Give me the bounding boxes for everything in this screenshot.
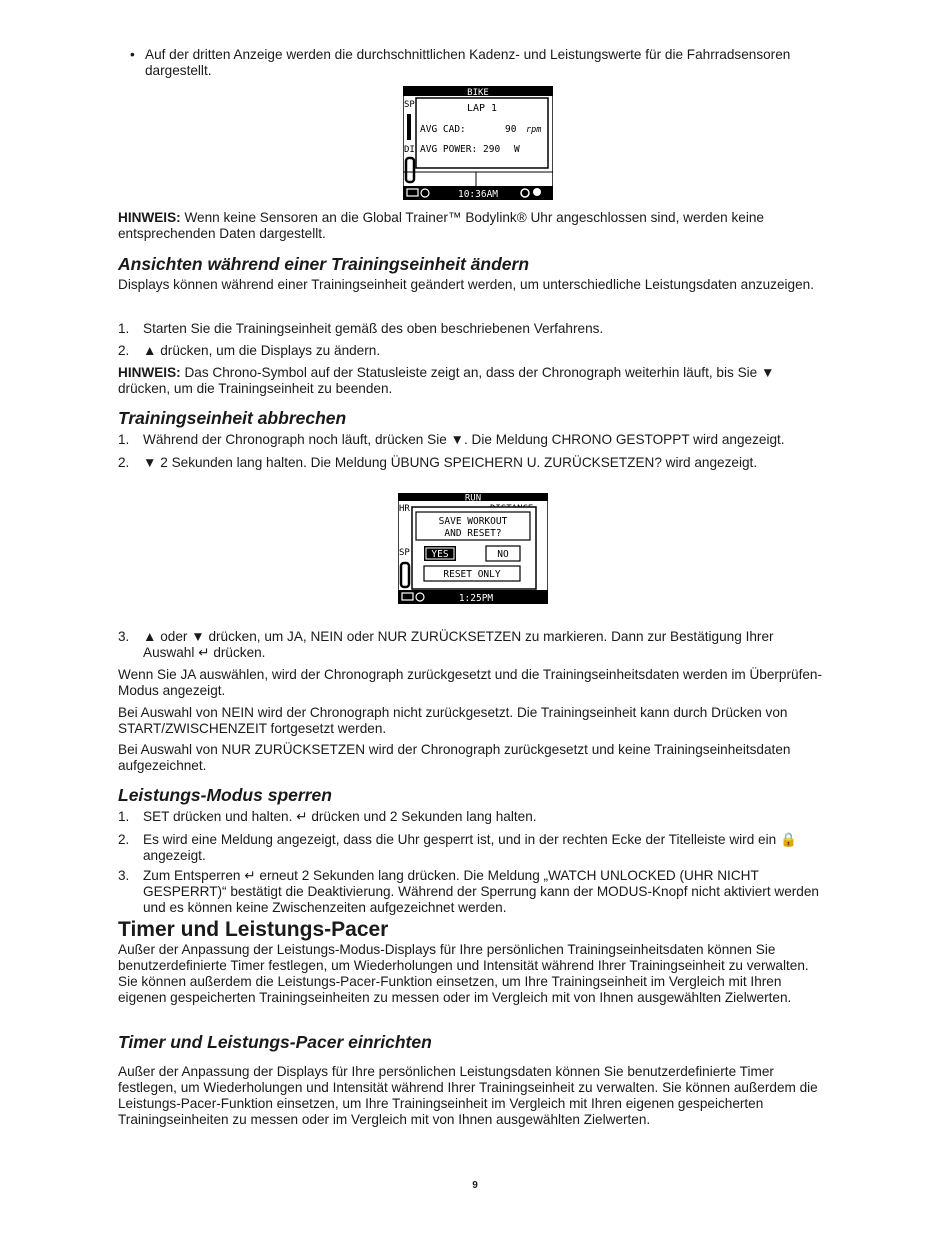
screen1-mode: BIKE (467, 88, 489, 98)
reset-only-label: RESET ONLY (443, 569, 501, 580)
note-chrono (118, 365, 830, 397)
step-number: 2. (118, 832, 130, 847)
dialog-line-2: AND RESET? (444, 528, 502, 539)
step-text: ▼ 2 Sekunden lang halten. Die Meldung ÜBUNG SPEICHERN U. ZURÜCKSETZEN? wird angezeigt. (143, 455, 758, 470)
screen2-edge-1: HR (399, 504, 410, 514)
section-cancel-workout (118, 408, 830, 428)
screen1-edge-1: SP (404, 100, 415, 110)
list-item (118, 868, 830, 916)
screen1-avg-cad-value: 90 (505, 124, 517, 135)
screen1-avg-power-label: AVG POWER: (420, 144, 478, 155)
step-number: 1. (118, 809, 130, 824)
step-number: 3. (118, 868, 130, 883)
step-number: 1. (118, 432, 130, 447)
page-number: 9 (472, 1180, 478, 1191)
screen1-edge-2: DI (404, 145, 415, 155)
paragraph-text: Außer der Anpassung der Displays für Ihre persönlichen Leistungsdaten können Sie benutzerdefinierte Timer festlegen, um Wiederholungen und Intensität während Ihrer Trainingseinheit zu verwalten. Sie können außerdem die Leistungs-Pacer-Funktion einsetzen, um Ihre Trainingseinheit im Vergleich mit Ihren eigenen gespeicherten Trainingseinheiten zu messen oder im Vergleich mit von Ihnen ausgewählten Zielwerten. (118, 1064, 818, 1127)
paragraph (118, 742, 830, 774)
step-number: 2. (118, 455, 130, 470)
section-setup-timer-pacer (118, 1032, 830, 1052)
list-item (118, 832, 830, 864)
step-text: Starten Sie die Trainingseinheit gemäß des oben beschriebenen Verfahrens. (143, 321, 604, 336)
screen1-avg-cad-label: AVG CAD: (420, 124, 466, 135)
list-item (118, 809, 830, 825)
screen1-avg-power-value: 290 (483, 144, 501, 155)
screen2-mode: RUN (464, 493, 482, 504)
paragraph-text: Außer der Anpassung der Leistungs-Modus-Displays für Ihre persönlichen Trainingseinheitsdaten können Sie benutzerdefinierte Timer festlegen, um Wiederholungen und Intensität während Ihrer Trainingseinheit zu verwalten. Sie können außerdem die Leistungs-Pacer-Funktion einsetzen, um Ihre Trainingseinheit im Vergleich mit Ihren eigenen gespeicherten Trainingseinheiten zu messen oder im Vergleich mit von Ihnen ausgewählten Zielwerten. (118, 942, 809, 1005)
no-label: NO (497, 549, 509, 560)
section-lock-mode (118, 785, 830, 805)
note-sensors (118, 210, 830, 242)
screen2-time: 1:25PM (458, 593, 494, 604)
section-change-views (118, 254, 830, 274)
list-item (118, 321, 830, 337)
step-number: 1. (118, 321, 130, 336)
heart-sensor-icon (533, 188, 541, 196)
step-text: ▲ oder ▼ drücken, um JA, NEIN oder NUR ZURÜCKSETZEN zu markieren. Dann zur Bestätigung Ihrer Auswahl ↵ drücken. (143, 629, 774, 660)
bike-lap-screen (403, 86, 553, 200)
step-number: 3. (118, 629, 130, 644)
step-text: Es wird eine Meldung angezeigt, dass die Uhr gesperrt ist, und in der rechten Ecke der Titelleiste wird ein 🔒 angezeigt. (143, 832, 797, 863)
step-text: Während der Chronograph noch läuft, drücken Sie ▼. Die Meldung CHRONO GESTOPPT wird angezeigt. (143, 432, 785, 447)
list-item (118, 432, 830, 448)
section2-title: Trainingseinheit abbrechen (118, 408, 347, 428)
list-item (118, 455, 830, 471)
section4-title: Timer und Leistungs-Pacer (118, 918, 389, 941)
paragraph (118, 942, 830, 1006)
dialog-line-1: SAVE WORKOUT (438, 516, 508, 527)
section1-title: Ansichten während einer Trainingseinheit ändern (118, 254, 530, 274)
yes-label: YES (431, 549, 449, 560)
screen1-avg-cad-unit: rpm (526, 125, 542, 135)
paragraph (118, 705, 830, 737)
screen1-time: 10:36AM (457, 189, 499, 200)
intro-bullet-text: Auf der dritten Anzeige werden die durchschnittlichen Kadenz- und Leistungswerte für die Fahrradsensoren dargestellt. (145, 47, 791, 78)
note1-text: Wenn keine Sensoren an die Global Trainer™ Bodylink® Uhr angeschlossen sind, werden keine entsprechenden Daten dargestellt. (118, 210, 764, 241)
paragraph-text: Wenn Sie JA auswählen, wird der Chronograph zurückgesetzt und die Trainingseinheitsdaten werden im Überprüfen-Modus angezeigt. (118, 667, 823, 698)
section3-title: Leistungs-Modus sperren (118, 785, 332, 805)
step-text: ▲ drücken, um die Displays zu ändern. (143, 343, 381, 358)
section5-title: Timer und Leistungs-Pacer einrichten (118, 1032, 432, 1052)
paragraph (118, 667, 830, 699)
step-text: SET drücken und halten. ↵ drücken und 2 Sekunden lang halten. (143, 809, 537, 824)
section1-intro-block (118, 277, 830, 293)
note2-text: Das Chrono-Symbol auf der Statusleiste zeigt an, dass der Chronograph weiterhin läuft, bis Sie ▼ drücken, um die Trainingseinheit zu beenden. (118, 365, 775, 396)
screen1-edge-bar (407, 114, 411, 140)
section1-intro: Displays können während einer Trainingseinheit geändert werden, um unterschiedliche Leistungsdaten anzuzeigen. (118, 277, 814, 292)
paragraph-text: Bei Auswahl von NEIN wird der Chronograph nicht zurückgesetzt. Die Trainingseinheit kann durch Drücken von START/ZWISCHENZEIT fortgesetzt werden. (118, 705, 788, 736)
note2-label: HINWEIS: (118, 365, 181, 380)
paragraph-text: Bei Auswahl von NUR ZURÜCKSETZEN wird der Chronograph zurückgesetzt und keine Trainingseinheitsdaten aufgezeichnet. (118, 742, 791, 773)
list-item (118, 629, 830, 661)
intro-bullet-item (118, 47, 830, 79)
section-timer-pacer (118, 918, 830, 942)
screen2-edge-2: SP (399, 548, 410, 558)
paragraph (118, 1064, 830, 1128)
step-number: 2. (118, 343, 130, 358)
save-workout-screen (398, 493, 548, 604)
list-item (118, 343, 830, 359)
note1-label: HINWEIS: (118, 210, 181, 225)
screen1-lap: LAP 1 (466, 103, 498, 114)
step-text: Zum Entsperren ↵ erneut 2 Sekunden lang drücken. Die Meldung „WATCH UNLOCKED (UHR NICHT GESPERRT)“ bestätigt die Deaktivierung. Während der Sperrung kann der MODUS-Knopf nicht aktiviert werden und es können keine Zwischenzeiten aufgezeichnet werden. (143, 868, 819, 915)
bullet-icon: • (130, 47, 135, 62)
screen1-avg-power-unit: W (514, 144, 520, 155)
